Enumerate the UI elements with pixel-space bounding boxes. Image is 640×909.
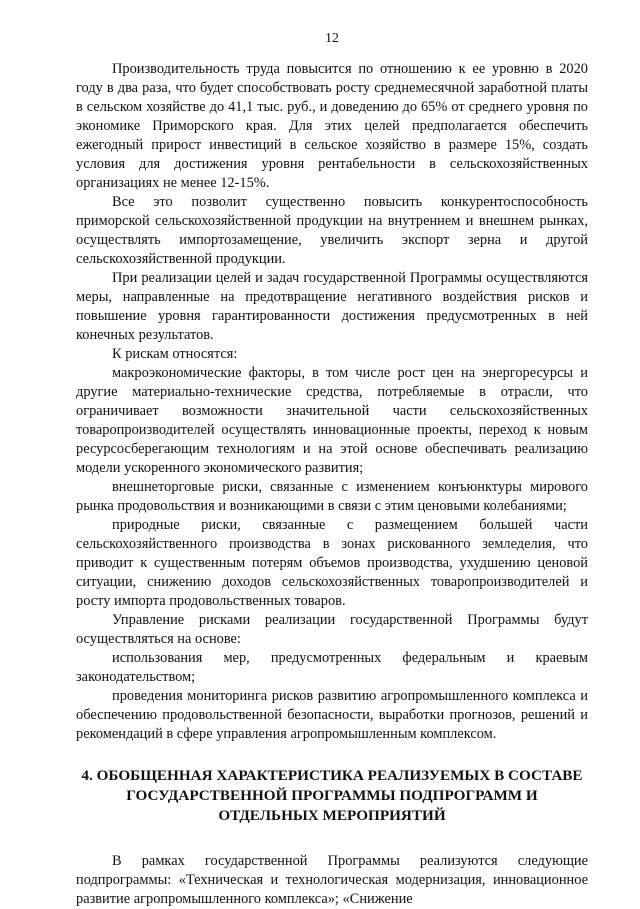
page-number: 12 — [325, 31, 339, 46]
paragraph-risk-management: Управление рисками реализации государственной Программы будут осуществляться на основе: — [76, 612, 588, 647]
section-heading: 4. ОБОБЩЕННАЯ ХАРАКТЕРИСТИКА РЕАЛИЗУЕМЫХ В СОСТАВЕ ГОСУДАРСТВЕННОЙ ПРОГРАММЫ ПОДПРОГРАММ И ОТДЕЛЬНЫХ МЕРОПРИЯТИЙ — [81, 767, 583, 824]
paragraph-labor-productivity: Производительность труда повысится по отношению к ее уровню в 2020 году в два раза, что будет способствовать росту среднемесячной заработной платы в сельском хозяйстве до 41,1 тыс. руб., и доведению до 65% от среднего уровня по экономике Приморского края. Для этих целей предполагается обеспечить ежегодный прирост инвестиций в сельское хозяйство в размере 15%, создать условия для достижения уровня рентабельности в сельскохозяйственных организациях не менее 12-15%. — [76, 61, 588, 191]
document-page — [76, 30, 588, 909]
paragraph-subprograms: В рамках государственной Программы реализуются следующие подпрограммы: «Техническая и технологическая модернизация, инновационное развитие агропромышленного комплекса»; «Снижение — [76, 853, 588, 907]
paragraph-natural-risks: природные риски, связанные с размещением большей части сельскохозяйственного производства в зонах рискованного земледелия, что приводит к существенным потерям объемов производства, ухудшению ценовой ситуации, снижению доходов сельскохозяйственных товаропроизводителей и росту импорта продовольственных товаров. — [76, 517, 588, 609]
paragraph-monitoring: проведения мониторинга рисков развитию агропромышленного комплекса и обеспечению продовольственной безопасности, выработки прогнозов, решений и рекомендаций в сфере управления агропромышленным комплексом. — [76, 688, 588, 742]
paragraph-trade-risks: внешнеторговые риски, связанные с изменением конъюнктуры мирового рынка продовольствия и возникающими в связи с этим ценовыми колебаниями; — [76, 479, 588, 514]
paragraph-competitiveness: Все это позволит существенно повысить конкурентоспособность приморской сельскохозяйственной продукции на внутреннем и внешнем рынках, осуществлять импортозамещение, увеличить экспорт зерна и другой сельскохозяйственной продукции. — [76, 194, 588, 267]
paragraph-macroeconomic-risks: макроэкономические факторы, в том числе рост цен на энергоресурсы и другие материально-технические средства, потребляемые в отрасли, что ограничивает возможности значительной части сельскохозяйственных товаропроизводителей осуществлять инновационные проекты, переход к новым ресурсосберегающим технологиям и на этой основе обеспечивать реализацию модели ускоренного экономического развития; — [76, 365, 588, 476]
paragraph-risks-intro: К рискам относятся: — [112, 346, 238, 362]
paragraph-risk-measures: При реализации целей и задач государственной Программы осуществляются меры, направленные на предотвращение негативного воздействия рисков и повышение уровня гарантированности достижения предусмотренных в ней конечных результатов. — [76, 270, 588, 343]
paragraph-legislation: использования мер, предусмотренных федеральным и краевым законодательством; — [76, 650, 588, 685]
